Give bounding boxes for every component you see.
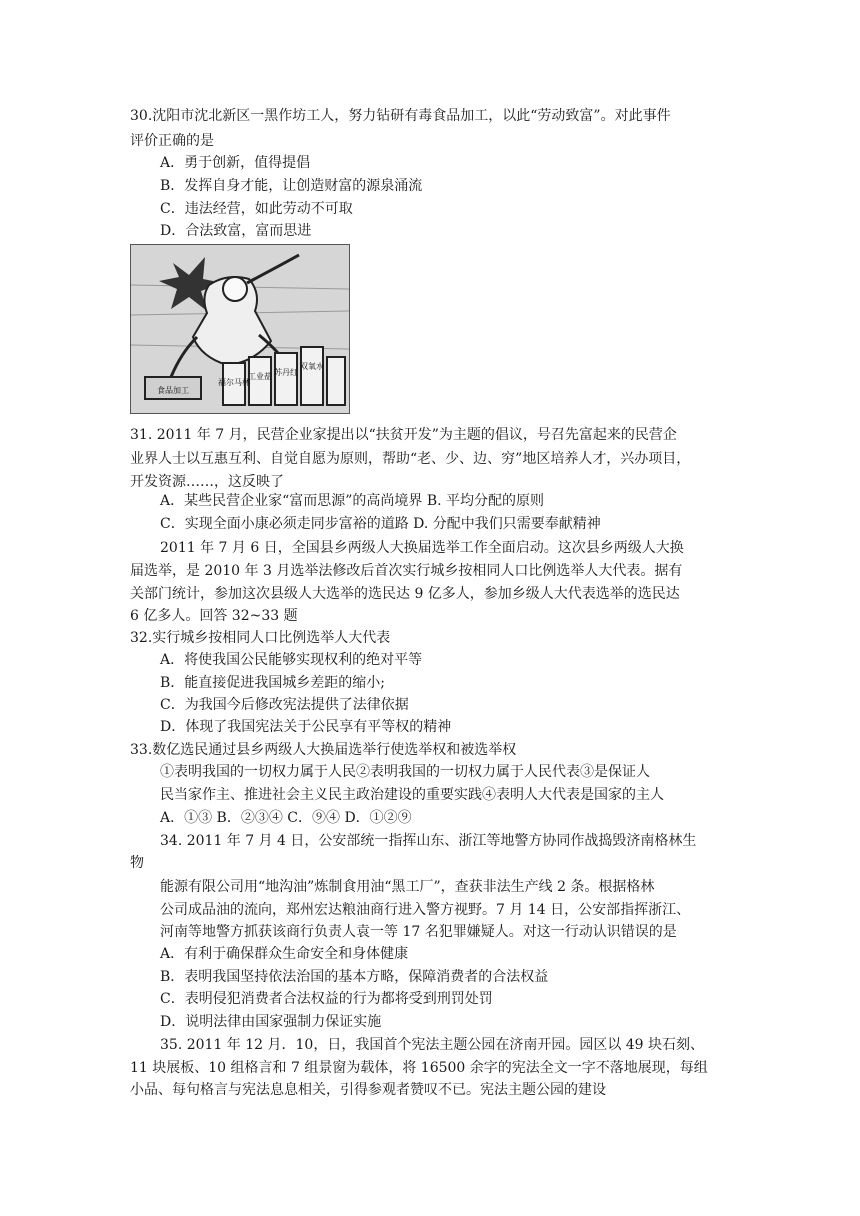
material-line4: 6 亿多人。回答 32~33 题 — [130, 608, 298, 624]
q35-stem-line1: 35. 2011 年 12 月．10，日，我国首个宪法主题公园在济南开园。园区以 49 块石刻、 — [160, 1037, 705, 1053]
cartoon-label-food-processing: 食品加工 — [157, 386, 189, 395]
q30-option-a: A．勇于创新，值得提倡 — [160, 155, 311, 171]
q33-stem: 33.数亿选民通过县乡两级人大换届选举行使选举权和被选举权 — [130, 742, 517, 758]
q34-stem-line1: 34. 2011 年 7 月 4 日，公安部统一指挥山东、浙江等地警方协同作战捣毁济南格林生 — [160, 833, 697, 849]
q35-stem-line3: 小品、每句格言与宪法息息相关，引得参观者赞叹不已。宪法主题公园的建设 — [130, 1082, 606, 1098]
q32-option-d: D．体现了我国宪法关于公民享有平等权的精神 — [160, 719, 452, 735]
q35-stem-line2: 11 块展板、10 组格言和 7 组景窗为载体，将 16500 余字的宪法全文一字不落地展现，每组 — [130, 1060, 708, 1076]
q34-option-c: C．表明侵犯消费者合法权益的行为都将受到刑罚处罚 — [160, 991, 493, 1007]
q34-stem-line2: 物 — [130, 855, 144, 871]
q31-stem-line2: 业界人士以互惠互利、自觉自愿为原则，帮助“老、少、边、穷”地区培养人才，兴办项目， — [130, 451, 691, 467]
q33-statements-line1: ①表明我国的一切权力属于人民②表明我国的一切权力属于人民代表③是保证人 — [160, 764, 650, 780]
q33-statements-line2: 民当家作主、推进社会主义民主政治建设的重要实践④表明人大代表是国家的主人 — [160, 787, 664, 803]
q33-options: A．①③ B．②③④ C．⑨④ D．①②⑨ — [160, 810, 412, 826]
cartoon-label-formalin: 福尔马林 — [218, 378, 250, 387]
q30-option-c: C．违法经营，如此劳动不可取 — [160, 201, 353, 217]
q30-option-b: B．发挥自身才能，让创造财富的源泉涌流 — [160, 178, 423, 194]
q32-option-b: B．能直接促进我国城乡差距的缩小; — [160, 675, 386, 691]
q34-option-a: A．有利于确保群众生命安全和身体健康 — [160, 946, 409, 962]
q32-option-c: C．为我国今后修改宪法提供了法律依据 — [160, 697, 409, 713]
material-line1: 2011 年 7 月 6 日，全国县乡两级人大换届选举工作全面启动。这次县乡两级人大换 — [160, 540, 684, 556]
cartoon-label-sudan-red: 苏丹红 — [274, 368, 298, 377]
q30-option-d: D．合法致富，富而思进 — [160, 223, 312, 239]
q32-option-a: A．将使我国公民能够实现权利的绝对平等 — [160, 652, 423, 668]
q31-options-ab: A．某些民营企业家“富而思源”的高尚境界 B. 平均分配的原则 — [160, 493, 545, 509]
q34-option-d: D．说明法律由国家强制力保证实施 — [160, 1014, 382, 1030]
q31-options-cd: C．实现全面小康必须走同步富裕的道路 D. 分配中我们只需要奉献精神 — [160, 516, 601, 532]
cartoon-label-hydrogen-peroxide: 双氧水 — [300, 362, 324, 371]
q30-stem-line2: 评价正确的是 — [130, 133, 214, 149]
q34-stem-line5: 河南等地警方抓获该商行负责人袁一等 17 名犯罪嫌疑人。对这一行动认识错误的是 — [160, 924, 677, 940]
cartoon-illustration — [130, 244, 350, 414]
material-line2: 届选举，是 2010 年 3 月选举法修改后首次实行城乡按相同人口比例选举人大代表。据有 — [130, 563, 683, 579]
cartoon-label-industrial-salt: 工业盐 — [248, 372, 272, 381]
q30-stem-line1: 30.沈阳市沈北新区一黑作坊工人，努力钻研有毒食品加工，以此“劳动致富”。对此事件 — [130, 108, 671, 124]
material-line3: 关部门统计，参加这次县级人大选举的选民达 9 亿多人，参加乡级人大代表选举的选民达 — [130, 586, 680, 602]
q31-stem-line1: 31. 2011 年 7 月，民营企业家提出以“扶贫开发”为主题的倡议，号召先富起来的民营企 — [130, 427, 677, 443]
q34-option-b: B．表明我国坚持依法治国的基本方略，保障消费者的合法权益 — [160, 969, 549, 985]
q32-stem: 32.实行城乡按相同人口比例选举人大代表 — [130, 630, 391, 646]
q34-stem-line4: 公司成品油的流向，郑州宏达粮油商行进入警方视野。7 月 14 日，公安部指挥浙江、 — [160, 902, 691, 918]
q34-stem-line3: 能源有限公司用“地沟油”炼制食用油“黑工厂”，查获非法生产线 2 条。根据格林 — [160, 879, 655, 895]
q31-stem-line3: 开发资源……，这反映了 — [130, 474, 284, 490]
